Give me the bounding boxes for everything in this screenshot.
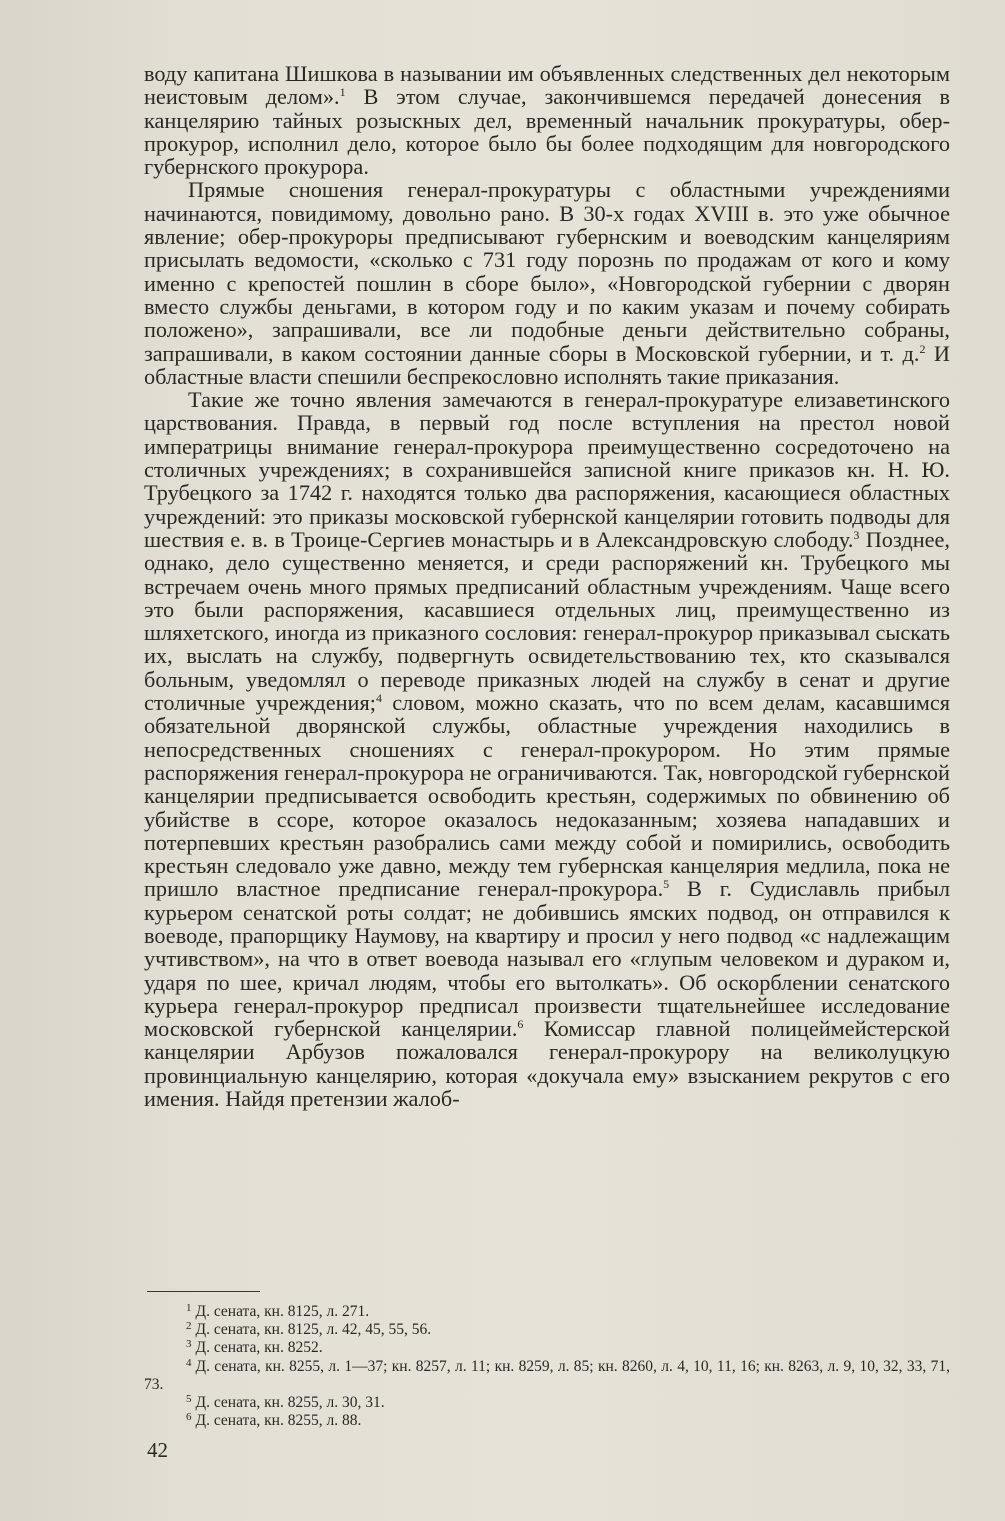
body-text: [144, 62, 950, 1110]
footnote-text: Д. сената, кн. 8255, л. 88.: [195, 1412, 362, 1430]
footnote-text: Д. сената, кн. 8125, л. 42, 45, 55, 56.: [195, 1321, 432, 1339]
footnote-text: Д. сената, кн. 8252.: [195, 1339, 323, 1357]
paragraph-text: Прямые сношения генерал-прокуратуры с областными учреждениями начинаются, повидимому, довольно рано. В 30-х годах XVIII в. это уже обычное явление; обер-прокуроры предписывают губернским и воеводским канцеляриям присылать ведомости, «сколько с 731 году порознь по продажам от кого и кому именно с крепостей пошлин в сборе было», «Новгородской губернии с дворян вместо службы деньгами, в котором году и по каким указам и почему собирать положено», запрашивали, все ли подобные деньги действительно собраны, запрашивали, в каком состоянии данные сборы в Московской губернии, и т. д.: [144, 177, 950, 366]
footnotes: [144, 1303, 950, 1430]
footnote: [144, 1303, 950, 1321]
page-number: 42: [147, 1438, 168, 1462]
footnote-mark: 3: [186, 1338, 192, 1351]
paragraph-text: В г. Судиславль прибыл курьером сенатской роты солдат; не добившись ямских подвод, он отправился к воеводе, прапорщику Наумову, на квартиру и просил у него подвод «с надлежащим учтивством», на что в ответ воевода называл его «глупым человеком и дураком и, ударя по шее, кричал людям, чтобы его вытолкать». Об оскорблении сенатского курьера генерал-прокурор предписал произвести тщательнейшее исследование московской губернской канцелярии.: [144, 876, 951, 1042]
footnote: [144, 1394, 950, 1412]
paragraph: [144, 62, 950, 178]
paragraph-text: Комиссар главной полицеймейстерской канцелярии Арбузов пожаловался генерал-прокурору на великолуцкую провинциальную канцелярию, которая «докучала ему» взысканием рекрутов с его имения. Найдя претензии жалоб-: [144, 1016, 950, 1112]
footnote-text: Д. сената, кн. 8125, л. 271.: [195, 1303, 370, 1320]
footnote: [144, 1321, 950, 1339]
footnote: [144, 1358, 950, 1394]
footnote-mark: 1: [186, 1302, 192, 1314]
paragraph-text: И областные власти спешили беспрекословно исполнять такие приказания.: [144, 340, 950, 389]
paragraph-text: словом, можно сказать, что по всем делам, касавшимся обязательной дворянской службы, областные учреждения находились в непосредственных сношениях с генерал-прокурором. Но этим прямые распоряжения генерал-прокурора не ограничиваются. Так, новгородской губернской канцелярии предписывается освободить крестьян, содержимых по обвинению об убийстве в ссоре, которое оказалось недоказанным; хозяева нападавших и потерпевших крестьян разобрались сами между собой и помирились, освободить крестьян следовало уже давно, между тем губернская канцелярия медлила, пока не пришло властное предписание генерал-прокурора.: [144, 690, 950, 902]
paragraph: [144, 178, 950, 388]
paragraph-text: В этом случае, закончившемся передачей донесения в канцелярию тайных розыскных дел, временный начальник прокуратуры, обер-прокурор, исполнил дело, которое было бы более подходящим для новгородского губернского прокурора.: [144, 84, 951, 180]
footnote-reference: 3: [853, 527, 860, 542]
footnote-reference: 2: [919, 341, 926, 356]
footnote-text: Д. сената, кн. 8255, л. 30, 31.: [195, 1394, 385, 1412]
footnote-mark: 2: [186, 1320, 192, 1333]
paragraph-text: Позднее, однако, дело существенно меняется, и среди распоряжений кн. Трубецкого мы встречаем очень много прямых предписаний областным учреждениям. Чаще всего это были распоряжения, касавшиеся отдельных лиц, преимущественно из шляхетского, иногда из приказного сословия: генерал-прокурор приказывал сыскать их, выслать на службу, подвергнуть освидетельствованию тех, кто сказывался больным, уведомлял о переводе приказных людей на службу в сенат и другие столичные учреждения;: [144, 526, 950, 716]
footnote-mark: 5: [186, 1393, 192, 1406]
footnote-mark: 6: [186, 1411, 192, 1424]
footnote-reference: 6: [517, 1017, 524, 1032]
footnote: [144, 1412, 950, 1430]
footnote-text: Д. сената, кн. 8255, л. 1—37; кн. 8257, л. 11; кн. 8259, л. 85; кн. 8260, л. 4, 10, 11, 16; кн. 8263, л. 9, 10, 32, 33, 71, 73.: [144, 1357, 950, 1393]
paragraph-text: Такие же точно явления замечаются в генерал-прокуратуре елизаветинского царствования. Правда, в первый год после вступления на престол новой императрицы внимание генерал-прокурора преимущественно сосредоточено на столичных учреждениях; в сохранившейся записной книге приказов кн. Н. Ю. Трубецкого за 1742 г. находятся только два распоряжения, касающиеся областных учреждений: это приказы московской губернской канцелярии готовить подводы для шествия е. в. в Троице-Сергиев монастырь и в Александровскую слободу.: [144, 387, 950, 552]
footnote-divider: [147, 1291, 260, 1292]
paragraph: [144, 388, 950, 1110]
footnote: [144, 1339, 950, 1357]
footnote-mark: 4: [186, 1356, 192, 1369]
paragraph-text: воду капитана Шишкова в назывании им объявленных следственных дел некоторым неистовым делом».: [144, 61, 950, 110]
footnote-reference: 1: [339, 85, 346, 100]
footnote-reference: 5: [663, 877, 670, 892]
footnote-reference: 4: [375, 691, 382, 706]
